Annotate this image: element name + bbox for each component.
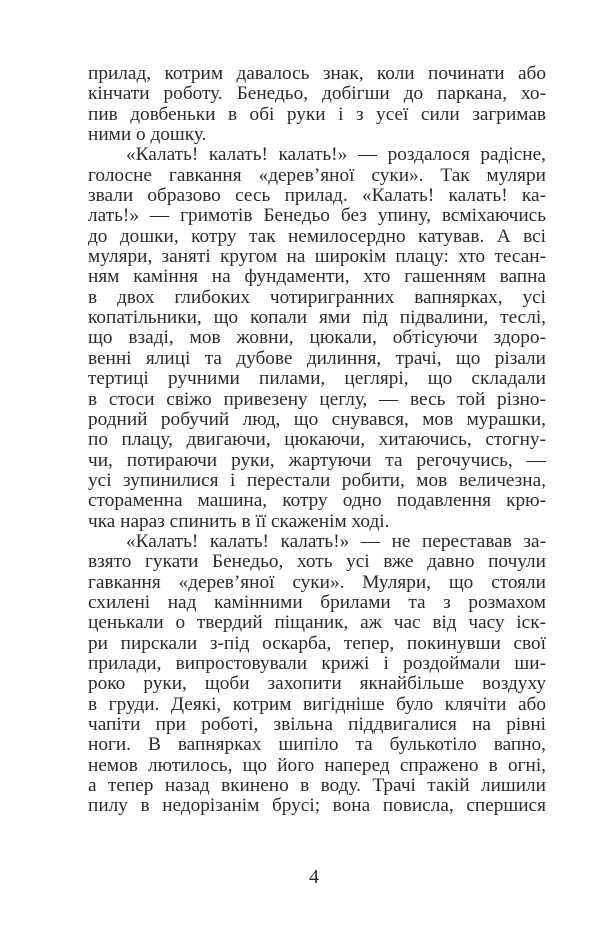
text-line: ноги. В вапнярках шипіло та булькотіло вапно, [88,734,546,756]
text-line: чи, потираючи руки, жартуючи та регочучись, — [88,449,546,471]
text-line: в двох глибоких чотиригранних вапнярках, усі [88,286,546,308]
text-line: а тепер назад вкинено в воду. Трачі такій лишили [88,775,546,797]
text-line: що взаді, мов жовни, цюкали, обтісуючи здоро- [88,327,546,349]
text-line: чапіти при роботі, звільна піддвигалися на рівні [88,714,546,735]
page-number: 4 [309,866,319,888]
text-line: звали образово сесь прилад. «Калать! калать! ка- [88,185,546,207]
text-line: тертиці ручними пилами, цеглярі, що складали [88,368,546,390]
text-line: копатільники, що копали ями під підвалини, теслі, [88,307,546,329]
text-line: ри пирскали з-під оскарба, тепер, покинувши свої [88,632,546,654]
text-line: схилені над камінними брилами та з розмахом [88,591,546,613]
text-line: прилад, котрим давалось знак, коли починати або [88,63,546,84]
text-line: ням каміння на фундаменти, хто гашенням вапна [88,266,546,288]
text-line: немов лютилось, що його наперед спражено в огні, [88,754,546,776]
text-line: до дошки, котру так немилосердно катував. А всі [88,225,546,247]
text-line: роко руки, щоби захопити якнайбільше воздуху [88,673,546,695]
text-line: чка нараз спинить в її скаженім ході. [88,510,390,532]
text-line: голосне гавкання «дерев’яної суки». Так муляри [88,164,546,186]
page-body [88,64,546,817]
text-line: ценькали о твердий піщаник, аж час від часу іск- [88,612,546,634]
text-line: по плацу, двигаючи, цюкаючи, хитаючись, стогну- [88,429,546,451]
text-line: гавкання «дерев’яної суки». Муляри, що стояли [88,571,546,593]
text-line: усі зупинилися і перестали робити, мов величезна, [88,469,546,491]
text-line: в груди. Деякі, котрим вигідніше було клячіти або [88,693,546,715]
text-line: взято гукати Бенедьо, хоть усі вже давно почули [88,551,546,573]
text-line: ними о дошку. [88,124,207,146]
text-line: в стоси свіжо привезену цеглу, — весь той різно- [88,388,546,410]
text-line: кінчати роботу. Бенедьо, добігши до паркана, хо- [88,83,546,105]
text-line: «Калать! калать! калать!» — не переставав за- [126,530,546,552]
text-line: стораменна машина, котру одно подавлення крю- [88,490,546,512]
text-line: прилади, випростовували крижі і роздоймали ши- [88,652,546,674]
text-line: муляри, заняті кругом на широкім плацу: хто тесан- [88,246,546,268]
text-line: венні ялиці та дубове дилиння, трачі, що різали [88,347,546,369]
text-line: пив довбеньки в обі руки і з усеї сили загримав [88,103,546,125]
text-line: пилу в недорізанім брусі; вона повисла, спершися [88,795,546,817]
text-line: лать!» — гримотів Бенедьо без упину, всміхаючись [88,205,546,227]
text-line: родний робучий люд, що снувався, мов мурашки, [88,408,546,430]
text-line: «Калать! калать! калать!» — роздалося радісне, [126,144,546,166]
